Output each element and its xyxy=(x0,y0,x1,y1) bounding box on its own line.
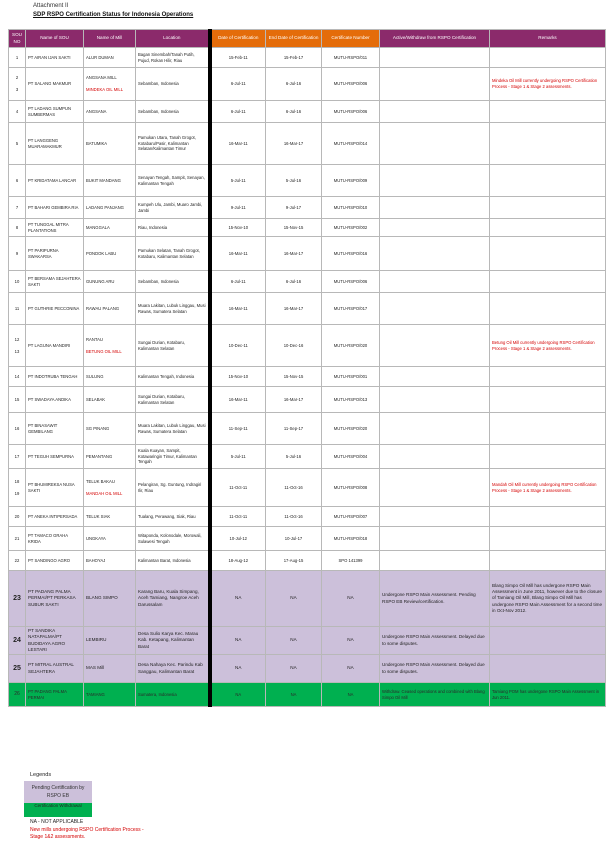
sou-number: 12 13 xyxy=(9,325,26,367)
date-certification: 16-Mar-11 xyxy=(210,293,266,325)
sou-name: PT SANDIKA NATAPALMA/PT BUDIDAYA AGRO LESTARI xyxy=(26,627,84,655)
mill-name xyxy=(84,197,136,219)
sou-name: PT BAHARI GEMBIRA RIA xyxy=(26,197,84,219)
date-certification: 10-Dec-11 xyxy=(210,325,266,367)
mill-name xyxy=(84,219,136,237)
active-status xyxy=(380,413,490,445)
table-row xyxy=(9,527,606,551)
end-date: 16-Mar-17 xyxy=(266,237,322,271)
sou-number: 24 xyxy=(9,627,26,655)
active-status xyxy=(380,445,490,469)
document-title: SDP RSPO Certification Status for Indonesia Operations xyxy=(33,12,194,18)
sou-number: 14 xyxy=(9,367,26,387)
end-date: 16-Mar-17 xyxy=(266,293,322,325)
sou-number: 1 xyxy=(9,48,26,68)
remarks: Betung Oil Mill currently undergoing RSPO Certification Process - Stage 1 & Stage 2 assessments. xyxy=(490,325,606,367)
sou-name: PT TUNGGAL MITRA PLANTATIONS xyxy=(26,219,84,237)
location: Kuala Kuayan, Sampit, Kotawaringin Timur, Kalimantan Tengah xyxy=(136,445,210,469)
table-row-withdrawn xyxy=(9,683,606,707)
mill-name-primary: LADANG PANJANG xyxy=(86,204,124,210)
mill-name xyxy=(84,551,136,571)
end-date: NA xyxy=(266,627,322,655)
mill-name-primary: ALUR DUMAN xyxy=(86,54,114,60)
certificate-number: MUTU-RSPO/014 xyxy=(322,123,380,165)
date-certification: 5-Jul-11 xyxy=(210,165,266,197)
mill-name xyxy=(84,101,136,123)
location: Sebamban, Indonesia xyxy=(136,68,210,101)
table-row xyxy=(9,413,606,445)
sou-number: 18 19 xyxy=(9,469,26,507)
table-row-pending xyxy=(9,627,606,655)
legend-na: NA - NOT APPLICABLE xyxy=(30,819,84,825)
certificate-number: MUTU-RSPO/017 xyxy=(322,293,380,325)
mill-name-primary: BUKIT MANDANG xyxy=(86,177,121,183)
sou-name: PT SALANG MAKMUR xyxy=(26,68,84,101)
header-sou-no: SOU NO xyxy=(9,30,26,48)
end-date: 16-Mar-17 xyxy=(266,387,322,413)
mill-name xyxy=(84,527,136,551)
active-status: Undergone RSPO Main Assessment. Delayed due to some disputes. xyxy=(380,627,490,655)
sou-number: 21 xyxy=(9,527,26,551)
remarks xyxy=(490,237,606,271)
certificate-number: MUTU-RSPO/020 xyxy=(322,413,380,445)
table-row xyxy=(9,237,606,271)
end-date: 11-Sep-17 xyxy=(266,413,322,445)
active-status: Withdraw. Ceased operations and combined with Blang Simpo Oil Mill xyxy=(380,683,490,707)
mill-name-primary: PEMANTANG xyxy=(86,453,113,459)
certificate-number: MUTU-RSPO/007 xyxy=(322,507,380,527)
mill-name-primary: UNGKAYA xyxy=(86,535,106,541)
legend-title: Legends xyxy=(30,772,52,778)
certificate-number: MUTU-RSPO/020 xyxy=(322,325,380,367)
certificate-number: SPO 141399 xyxy=(322,551,380,571)
date-certification: 16-Mar-11 xyxy=(210,123,266,165)
end-date: 11-Oct-16 xyxy=(266,507,322,527)
sou-number: 15 xyxy=(9,387,26,413)
date-certification: 16-Mar-11 xyxy=(210,237,266,271)
end-date: 6-Jul-16 xyxy=(266,101,322,123)
remarks xyxy=(490,101,606,123)
active-status xyxy=(380,527,490,551)
active-status xyxy=(380,293,490,325)
remarks xyxy=(490,445,606,469)
sou-number: 10 xyxy=(9,271,26,293)
end-date: 10-Jul-17 xyxy=(266,527,322,551)
end-date: 5-Jul-16 xyxy=(266,445,322,469)
end-date: 16-Mar-17 xyxy=(266,123,322,165)
active-status xyxy=(380,48,490,68)
sou-name: PT MITRAL AUSTRAL SEJAHTERA xyxy=(26,655,84,683)
sou-name: PT TEGUH SEMPURNA xyxy=(26,445,84,469)
location: Desa Nahaya Kec. Parindu Kab Sanggau, Kalimantan Barat xyxy=(136,655,210,683)
sou-number: 17 xyxy=(9,445,26,469)
active-status xyxy=(380,165,490,197)
mill-name xyxy=(84,387,136,413)
sou-name: PT KRIDATAMA LANCAR xyxy=(26,165,84,197)
date-certification: 5-Jul-11 xyxy=(210,445,266,469)
table-header-row xyxy=(9,30,606,48)
table-row xyxy=(9,219,606,237)
table-row xyxy=(9,469,606,507)
sou-number: 5 xyxy=(9,123,26,165)
end-date: 5-Jul-16 xyxy=(266,165,322,197)
location: Sungai Durian, Kotabaru, Kalimantan Selatan xyxy=(136,387,210,413)
mill-name-primary: BATUMIKA xyxy=(86,140,108,146)
sou-name: PT PARIPURNA SWAKARSA xyxy=(26,237,84,271)
mill-name xyxy=(84,271,136,293)
certificate-number: MUTU-RSPO/006 xyxy=(322,271,380,293)
remarks xyxy=(490,123,606,165)
certificate-number: MUTU-RSPO/004 xyxy=(322,445,380,469)
sou-name: PT LANGGENG MUARAMAKMUR xyxy=(26,123,84,165)
certificate-number: MUTU-RSPO/018 xyxy=(322,527,380,551)
active-status xyxy=(380,123,490,165)
date-certification: 9-Jul-11 xyxy=(210,197,266,219)
mill-name-primary: PONDOK LABU xyxy=(86,250,117,256)
location: Karang Baru, Kuala Simpang, Aceh Tamiang, Nangroe Aceh Darussalam xyxy=(136,571,210,627)
mill-name-new: MANDAH OIL MILL xyxy=(86,490,123,496)
remarks xyxy=(490,197,606,219)
end-date: NA xyxy=(266,655,322,683)
active-status xyxy=(380,387,490,413)
table-row xyxy=(9,165,606,197)
mill-name: MAS Mill xyxy=(84,655,136,683)
sou-name: PT GUTHRIE PECCONINA xyxy=(26,293,84,325)
remarks xyxy=(490,271,606,293)
table-row xyxy=(9,101,606,123)
end-date: NA xyxy=(266,571,322,627)
mill-name-primary: TELUK SIAK xyxy=(86,513,111,519)
table-row xyxy=(9,123,606,165)
remarks xyxy=(490,627,606,655)
mill-name: BLANG SIMPO xyxy=(84,571,136,627)
sou-name: PT SWADAYA ANDIKA xyxy=(26,387,84,413)
location: Kumpeh Ulu, Jambi, Muaro Jambi, Jambi xyxy=(136,197,210,219)
sou-number: 4 xyxy=(9,101,26,123)
active-status xyxy=(380,507,490,527)
table-row-pending xyxy=(9,655,606,683)
certificate-number: MUTU-RSPO/006 xyxy=(322,101,380,123)
end-date: 15-Feb-17 xyxy=(266,48,322,68)
remarks xyxy=(490,219,606,237)
location: Muara Lakitan, Lubuk Linggau, Musi Rawas, Sumatera Selatan xyxy=(136,413,210,445)
location: Muara Lakitan, Lubuk Linggau, Musi Rawas, Sumatera Selatan xyxy=(136,293,210,325)
legend-new-mills: New mills undergoing RSPO Certification Process - Stage 1&2 assessments. xyxy=(30,827,144,840)
end-date: 11-Oct-16 xyxy=(266,469,322,507)
table-row xyxy=(9,551,606,571)
certificate-number: MUTU-RSPO/006 xyxy=(322,68,380,101)
active-status xyxy=(380,325,490,367)
location: Kalimantan Tengah, Indonesia xyxy=(136,367,210,387)
table-row xyxy=(9,387,606,413)
mill-name-primary: TELUK BAKAU xyxy=(86,478,115,484)
certificate-number: MUTU-RSPO/009 xyxy=(322,165,380,197)
sou-name: PT BERSAMA SEJAHTERA SAKTI xyxy=(26,271,84,293)
sou-name: PT TAMACO GRAHA KRIDA xyxy=(26,527,84,551)
table-row xyxy=(9,367,606,387)
remarks: Mindeka Oil Mill currently undergoing RSPO Certification Process - Stage 1 & Stage 2 assessments. xyxy=(490,68,606,101)
table-row-pending xyxy=(9,571,606,627)
mill-name xyxy=(84,445,136,469)
sou-number: 22 xyxy=(9,551,26,571)
date-certification: 6-Jul-11 xyxy=(210,271,266,293)
mill-name-primary: BAHOYAJ xyxy=(86,557,106,563)
certificate-number: MUTU-RSPO/002 xyxy=(322,219,380,237)
sou-number: 8 xyxy=(9,219,26,237)
date-certification: 15-Feb-11 xyxy=(210,48,266,68)
remarks: Blang Simpo Oil Mill has undergone RSPO Main Assessment in June 2011, however due to the closure of Tamiang Oil Mill, Blang Simpo Oil Mill has undergone RSPO Main Assessment for a second time in Oct-Nov 2012. xyxy=(490,571,606,627)
date-certification: 11-Oct-11 xyxy=(210,507,266,527)
header-certificate-number: Certificate Number xyxy=(322,30,380,48)
active-status xyxy=(380,197,490,219)
table-row xyxy=(9,271,606,293)
mill-name xyxy=(84,325,136,367)
end-date: 15-Nov-15 xyxy=(266,219,322,237)
mill-name-primary: RANTAU xyxy=(86,336,103,342)
location: Riau, Indonesia xyxy=(136,219,210,237)
end-date: 9-Jul-17 xyxy=(266,197,322,219)
sou-number: 25 xyxy=(9,655,26,683)
mill-name xyxy=(84,293,136,325)
date-certification: 10-Jul-12 xyxy=(210,527,266,551)
location: Pamukan Utara, Tanah Grogot, Kotabaru/Pasir, Kalimantan Selatan/Kalimantan Timur xyxy=(136,123,210,165)
certificate-number: NA xyxy=(322,627,380,655)
sou-number: 11 xyxy=(9,293,26,325)
active-status: Undergone RSPO Main Assessment. Delayed due to some disputes. xyxy=(380,655,490,683)
date-certification: 6-Jul-11 xyxy=(210,68,266,101)
sou-name: PT PADANG PALMA PERMAI xyxy=(26,683,84,707)
mill-name-new: MINDEKA OIL MILL xyxy=(86,87,124,92)
active-status xyxy=(380,101,490,123)
sou-name: PT LAGUNA MANDIRI xyxy=(26,325,84,367)
table-row xyxy=(9,197,606,219)
certificate-number: MUTU-RSPO/016 xyxy=(322,237,380,271)
active-status: Undergone RSPO Main Assessment. Pending RSPO EB Review/certification. xyxy=(380,571,490,627)
header-end-date: End Date of Certification xyxy=(266,30,322,48)
date-certification: 16-Mar-11 xyxy=(210,387,266,413)
mill-name-primary: RAWAU PALANG xyxy=(86,305,120,311)
mill-name xyxy=(84,367,136,387)
table-row xyxy=(9,293,606,325)
active-status xyxy=(380,68,490,101)
location: Bagan Sinembah/Tanah Putih, Pujud, Rokan Hilir, Riau xyxy=(136,48,210,68)
remarks xyxy=(490,367,606,387)
active-status xyxy=(380,237,490,271)
header-sou-name: Name of SOU xyxy=(26,30,84,48)
header-location: Location xyxy=(136,30,210,48)
end-date: 17-Aug-15 xyxy=(266,551,322,571)
sou-number: 2 3 xyxy=(9,68,26,101)
location: Sumatera, Indonesia xyxy=(136,683,210,707)
remarks xyxy=(490,655,606,683)
date-certification: 18-Aug-12 xyxy=(210,551,266,571)
remarks xyxy=(490,293,606,325)
location: Witaponda, Kolonodale, Morowali, Sulawesi Tengah xyxy=(136,527,210,551)
certificate-number: NA xyxy=(322,655,380,683)
date-certification: NA xyxy=(210,627,266,655)
remarks xyxy=(490,48,606,68)
table-row xyxy=(9,325,606,367)
mill-name-primary: ANGSANA xyxy=(86,108,107,114)
location: Sebamban, Indonesia xyxy=(136,271,210,293)
date-certification: 15-Nov-10 xyxy=(210,367,266,387)
certification-table xyxy=(8,29,606,707)
remarks xyxy=(490,165,606,197)
certificate-number: MUTU-RSPO/001 xyxy=(322,367,380,387)
active-status xyxy=(380,367,490,387)
end-date: NA xyxy=(266,683,322,707)
mill-name xyxy=(84,123,136,165)
sou-name: PT INDOTRUBA TENGAH xyxy=(26,367,84,387)
location: Pelangiran, Sg. Guntung, Indragiri Ilir, Riau xyxy=(136,469,210,507)
header-remarks: Remarks xyxy=(490,30,606,48)
sou-name: PT AIRAN IJAN SAKTI xyxy=(26,48,84,68)
sou-number: 9 xyxy=(9,237,26,271)
mill-name-primary: ANGSANA MILL xyxy=(86,75,117,81)
location: Kalimantan Barat, Indonesia xyxy=(136,551,210,571)
active-status xyxy=(380,469,490,507)
date-certification: 15-Nov-10 xyxy=(210,219,266,237)
sou-name: PT LADANG SUMPUN SUMBERMAS xyxy=(26,101,84,123)
location: Desa Sulio Karya Kec. Marau Kab. Ketapang, Kalimantan Barat xyxy=(136,627,210,655)
sou-name: PT ANEKA INTIPERSADA xyxy=(26,507,84,527)
certificate-number: NA xyxy=(322,683,380,707)
mill-name-primary: GUNUNG ARU xyxy=(86,278,115,284)
sou-name: PT SANDINGO AGRO xyxy=(26,551,84,571)
mill-name: TAMIANG xyxy=(84,683,136,707)
date-certification: NA xyxy=(210,571,266,627)
mill-name-primary: SG PINANG xyxy=(86,425,110,431)
mill-name xyxy=(84,237,136,271)
mill-name-primary: MANGGALA xyxy=(86,224,110,230)
certificate-number: MUTU-RSPO/013 xyxy=(322,387,380,413)
remarks xyxy=(490,387,606,413)
location: Sungai Durian, Kotabaru, Kalimantan Selatan xyxy=(136,325,210,367)
sou-number: 6 xyxy=(9,165,26,197)
mill-name-new: BETUNG OIL MILL xyxy=(86,348,122,354)
end-date: 6-Jul-16 xyxy=(266,68,322,101)
sou-name: PT BINASAWIT GEMBILANG xyxy=(26,413,84,445)
active-status xyxy=(380,219,490,237)
date-certification: NA xyxy=(210,655,266,683)
mill-name xyxy=(84,48,136,68)
certificate-number: MUTU-RSPO/008 xyxy=(322,469,380,507)
mill-name-primary: SELABAK xyxy=(86,396,106,402)
legend-pending-swatch: Pending Certification by RSPO EB xyxy=(24,781,92,803)
remarks xyxy=(490,413,606,445)
end-date: 15-Nov-15 xyxy=(266,367,322,387)
header-mill-name: Name of Mill xyxy=(84,30,136,48)
sou-number: 23 xyxy=(9,571,26,627)
certificate-number: NA xyxy=(322,571,380,627)
sou-name: PT PADANG PALMA PERMAI/PT PERKASA SUBUR SAKTI xyxy=(26,571,84,627)
end-date: 6-Jul-16 xyxy=(266,271,322,293)
table-row xyxy=(9,48,606,68)
date-certification: 11-Oct-11 xyxy=(210,469,266,507)
sou-number: 20 xyxy=(9,507,26,527)
end-date: 10-Dec-16 xyxy=(266,325,322,367)
certificate-number: MUTU-RSPO/011 xyxy=(322,48,380,68)
sou-number: 16 xyxy=(9,413,26,445)
sou-number: 7 xyxy=(9,197,26,219)
remarks: Mandah Oil Mill currently undergoing RSPO Certification Process - Stage 1 & Stage 2 assessments. xyxy=(490,469,606,507)
remarks: Tamiang POM has undergone RSPO Main Assessment in Jun 2011. xyxy=(490,683,606,707)
mill-name xyxy=(84,469,136,507)
active-status xyxy=(380,271,490,293)
date-certification: 11-Sep-11 xyxy=(210,413,266,445)
table-row xyxy=(9,445,606,469)
location: Pamukan Selatan, Tanah Grogot, Kotabaru, Kalimantan Selatan xyxy=(136,237,210,271)
mill-name: LEMBIRU xyxy=(84,627,136,655)
active-status xyxy=(380,551,490,571)
mill-name xyxy=(84,507,136,527)
mill-name xyxy=(84,68,136,101)
mill-name xyxy=(84,165,136,197)
location: Sebamban, Indonesia xyxy=(136,101,210,123)
table-row xyxy=(9,507,606,527)
remarks xyxy=(490,551,606,571)
header-active-withdraw: Active/Withdraw from RSPO Certification xyxy=(380,30,490,48)
location: Tualang, Perawang, Siak, Riau xyxy=(136,507,210,527)
remarks xyxy=(490,507,606,527)
remarks xyxy=(490,527,606,551)
date-certification: NA xyxy=(210,683,266,707)
attachment-label: Attachment II xyxy=(33,3,69,9)
sou-number: 26 xyxy=(9,683,26,707)
sou-name: PT BHUMIREKSA NUSA SAKTI xyxy=(26,469,84,507)
location: Senayan Tengah, Sampit, Senayan, Kalimantan Tengah xyxy=(136,165,210,197)
mill-name xyxy=(84,413,136,445)
mill-name-primary: SULUNG xyxy=(86,373,104,379)
header-date-certification: Date of Certification xyxy=(210,30,266,48)
legend-withdrawal-swatch: Certification Withdrawal xyxy=(24,803,92,817)
certificate-number: MUTU-RSPO/010 xyxy=(322,197,380,219)
date-certification: 6-Jul-11 xyxy=(210,101,266,123)
table-row xyxy=(9,68,606,101)
